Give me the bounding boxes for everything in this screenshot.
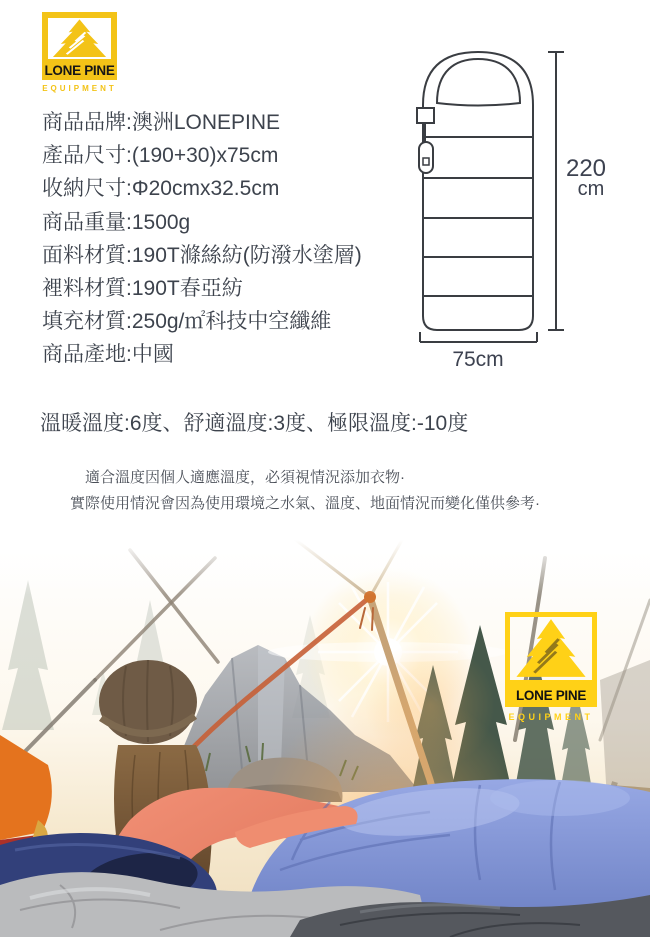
spec-line-lining: 裡料材質:190T春亞紡 [42, 277, 243, 301]
spec-list [42, 106, 362, 372]
brand-logo-box [42, 12, 117, 80]
temperature-ratings: 溫暖溫度:6度、舒適溫度:3度、極限溫度:-10度 [40, 412, 469, 435]
brand-logo [42, 12, 117, 93]
spec-line-filling: 填充材質:250g/㎡科技中空纖維 [42, 310, 332, 334]
usage-note-1: 適合溫度因個人適應溫度，必須視情況添加衣物· [85, 469, 405, 486]
usage-note-2: 實際使用情況會因為使用環境之水氣、溫度、地面情況而變化僅供參考· [70, 495, 540, 512]
width-dimension-label: 75cm [452, 348, 504, 371]
spec-line-size: 產品尺寸:(190+30)x75cm [42, 144, 279, 168]
spec-line-origin: 商品產地:中國 [42, 343, 174, 367]
spec-line-brand: 商品品牌:澳洲LONEPINE [42, 111, 281, 134]
product-diagram [405, 45, 620, 380]
spec-line-shell: 面料材質:190T滌絲紡(防潑水塗層) [42, 243, 362, 267]
pine-tree-icon [505, 612, 597, 685]
height-dimension-unit: cm [577, 178, 605, 200]
height-dimension-label: 220 [565, 155, 607, 182]
photo-brand-logo [505, 612, 597, 722]
spec-line-packed: 收納尺寸:Φ20cmx32.5cm [42, 177, 280, 201]
photo-top-fade [0, 540, 650, 595]
brand-logo-name: LONE PINE [44, 63, 115, 78]
brand-logo-equipment: EQUIPMENT [42, 84, 117, 93]
lifestyle-photo [0, 540, 650, 937]
photo-logo-name: LONE PINE [505, 685, 597, 707]
spec-line-weight: 商品重量:1500g [42, 210, 191, 234]
photo-logo-equipment: EQUIPMENT [508, 712, 594, 722]
warm-flare-small [365, 640, 495, 770]
pine-tree-icon [48, 18, 111, 59]
sleeping-bag-outline [405, 45, 620, 380]
